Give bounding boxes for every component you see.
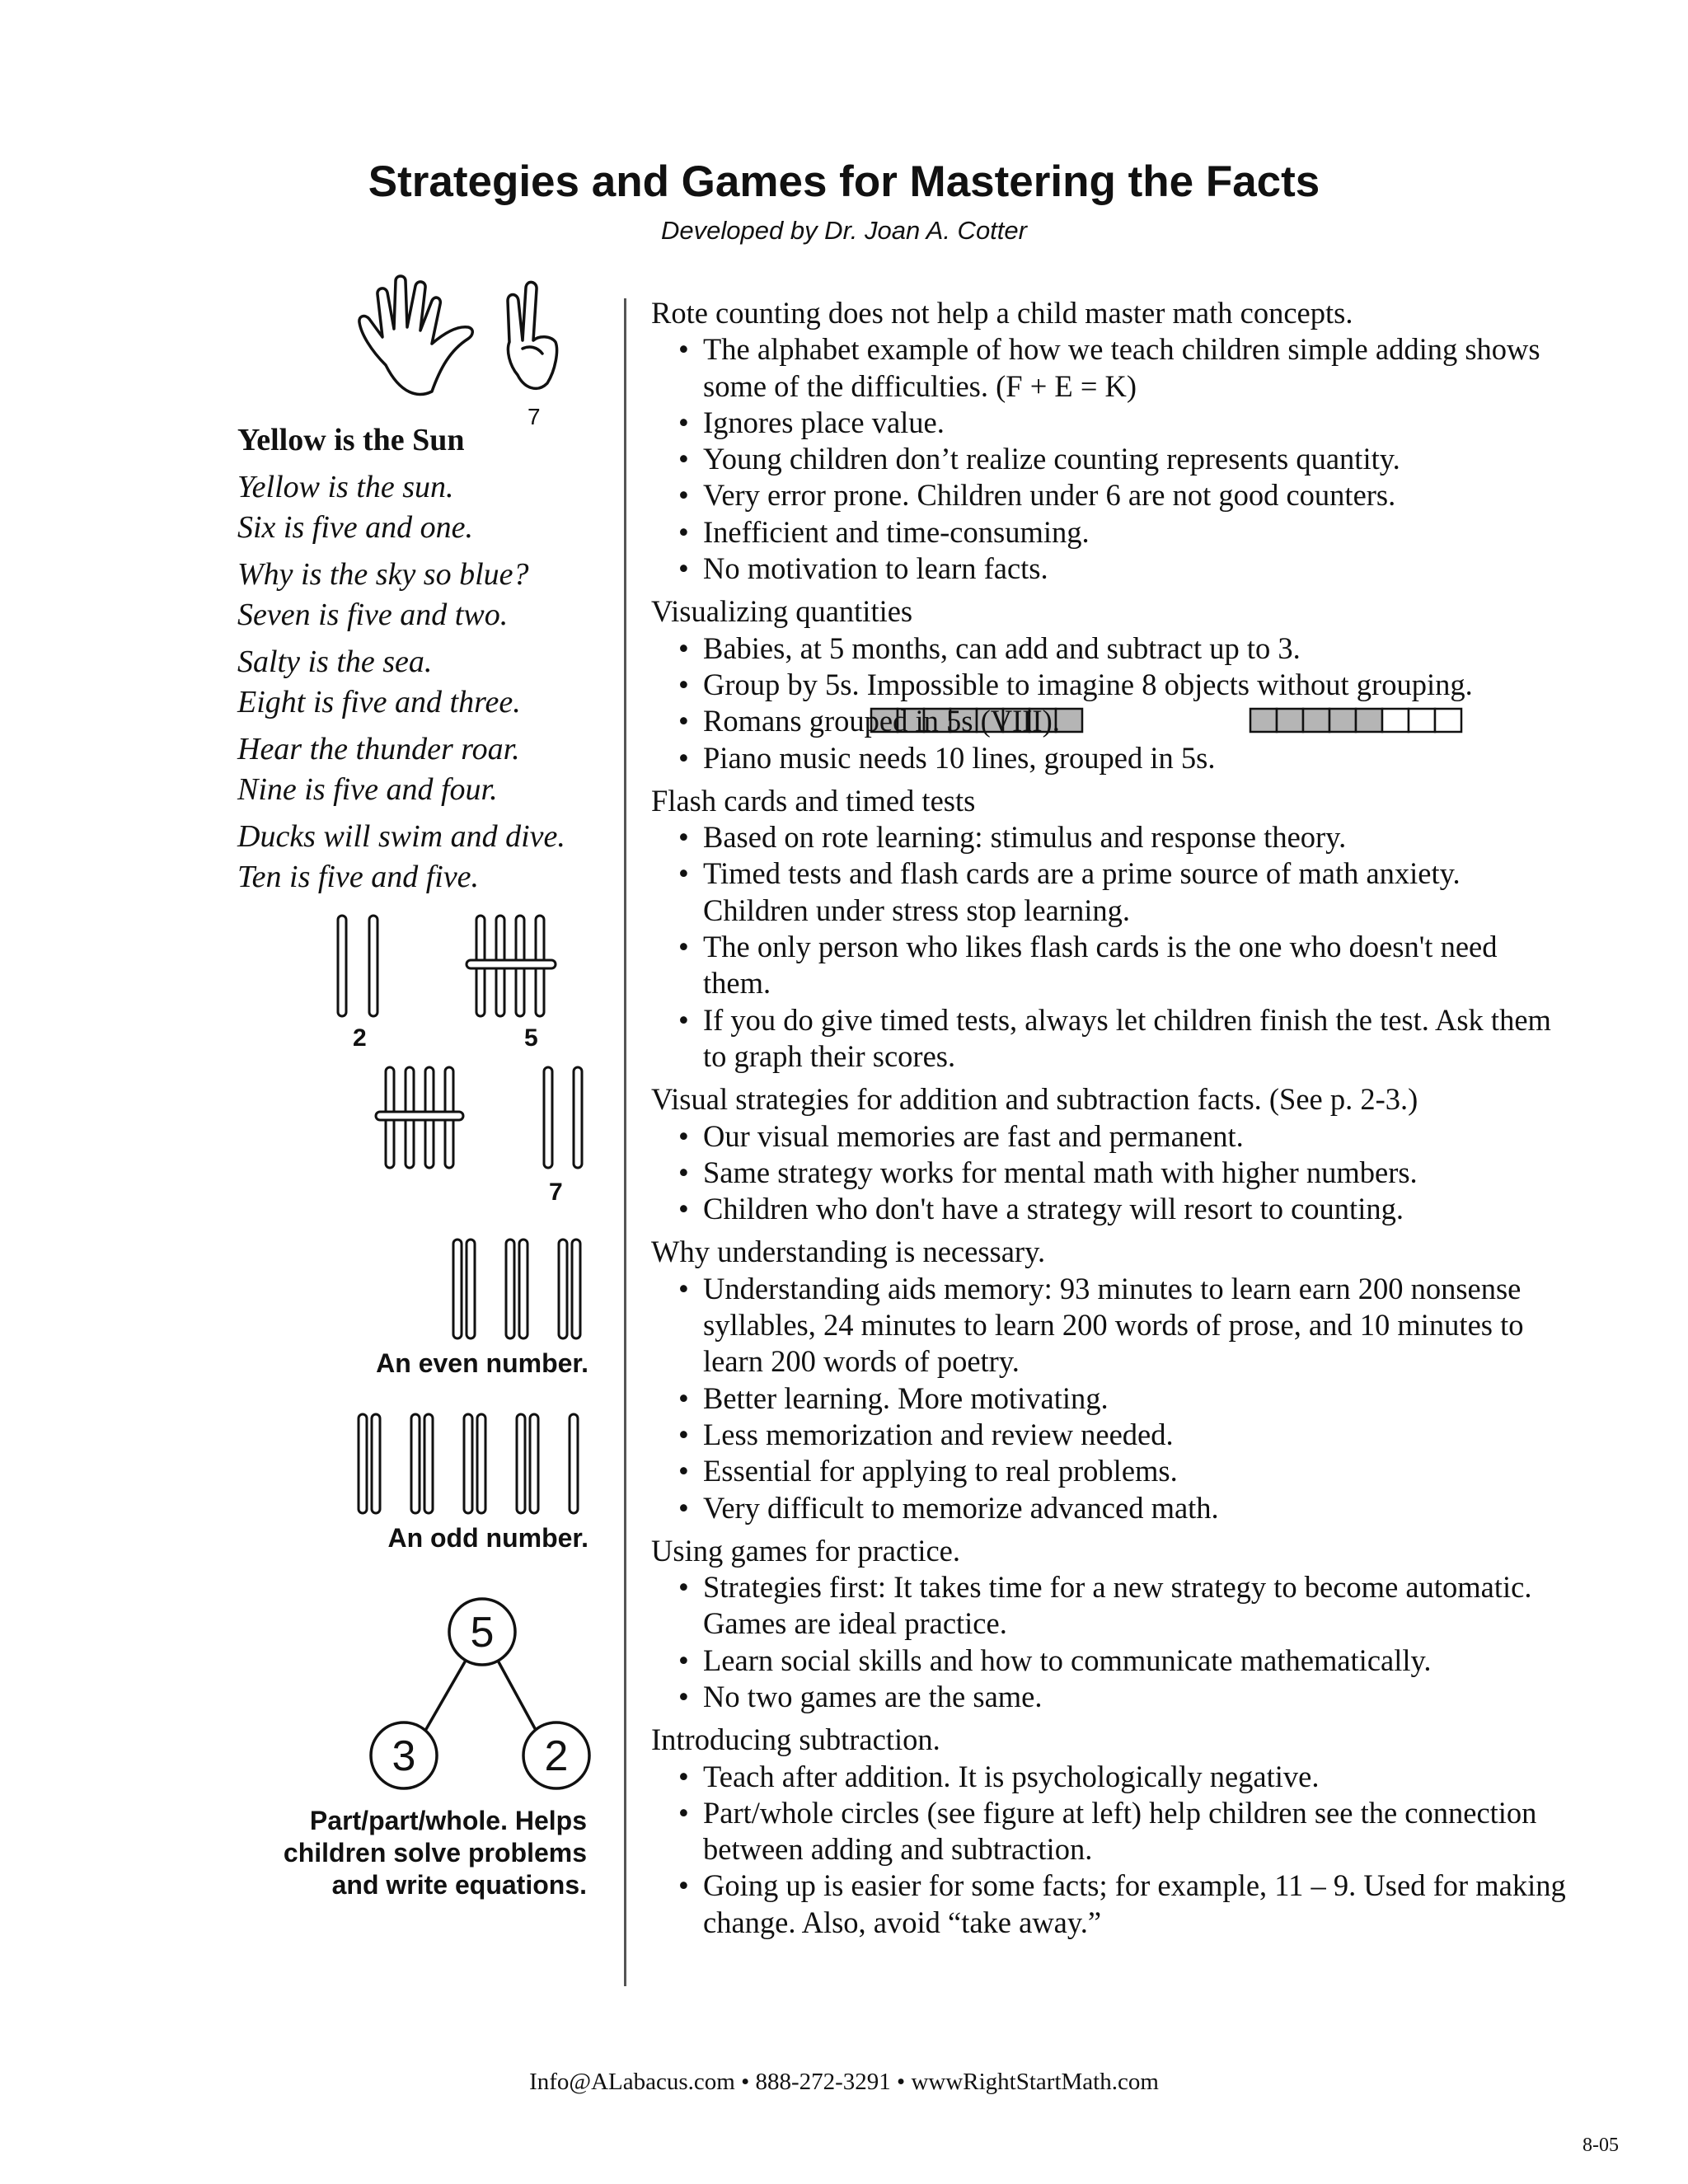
caption-odd-number: An odd number. — [387, 1523, 588, 1553]
bullet-item: • Part/whole circles (see figure at left) help children see the connection between adding and subtraction. — [651, 1795, 1566, 1868]
section-rote-counting — [651, 295, 1566, 587]
section-heading: Why understanding is necessary. — [651, 1235, 1046, 1269]
bullet-item: • No motivation to learn facts. — [651, 551, 1566, 587]
whole-circle-value: 5 — [470, 1609, 495, 1657]
poem-stanza — [237, 817, 617, 898]
hands-icon — [353, 268, 600, 408]
bullet-item: • Essential for applying to real problems. — [651, 1453, 1566, 1489]
caption-even-number: An even number. — [376, 1348, 588, 1378]
bullet-item: • Learn social skills and how to communicate mathematically. — [651, 1643, 1566, 1679]
tally-label-five: 5 — [524, 1024, 538, 1052]
bullet-item: • Strategies first: It takes time for a new strategy to become automatic. Games are ideal practice. — [651, 1569, 1566, 1643]
tally-label-two: 2 — [353, 1024, 367, 1052]
caption-line: children solve problems — [283, 1838, 587, 1868]
bullet-item: • Based on rote learning: stimulus and response theory. — [651, 819, 1566, 855]
section-games — [651, 1533, 1566, 1715]
hands-caption: 7 — [528, 404, 541, 429]
page-title: Strategies and Games for Mastering the Facts — [368, 157, 1320, 206]
bullet-item: • The only person who likes flash cards is the one who doesn't need them. — [651, 929, 1566, 1002]
bullet-item: • Young children don’t realize counting represents quantity. — [651, 441, 1566, 477]
section-heading: Rote counting does not help a child master math concepts. — [651, 296, 1353, 330]
bullet-item: • The alphabet example of how we teach children simple adding shows some of the difficulties. (F + E = K) — [651, 331, 1566, 405]
bullet-item — [651, 667, 1566, 703]
poem-stanza — [237, 729, 617, 810]
bullet-list — [651, 630, 1566, 776]
section-subtraction — [651, 1722, 1566, 1941]
tally-label-seven: 7 — [549, 1179, 563, 1206]
part-whole-circles-figure — [363, 1591, 602, 1793]
bullet-list — [651, 1271, 1566, 1526]
section-heading: Using games for practice. — [651, 1533, 960, 1568]
bullet-item: • No two games are the same. — [651, 1679, 1566, 1715]
bullet-item: • Less memorization and review needed. — [651, 1417, 1566, 1453]
bullet-item: • Inefficient and time-consuming. — [651, 514, 1566, 551]
bullet-item: • Better learning. More motivating. — [651, 1380, 1566, 1417]
bullet-list — [651, 1759, 1566, 1941]
odd-number-figure — [350, 1411, 598, 1518]
poem-stanza — [237, 642, 617, 723]
bullet-item: • Timed tests and flash cards are a prime source of math anxiety. Children under stress stop learning. — [651, 855, 1566, 929]
poem-line: Ducks will swim and dive. — [237, 819, 565, 854]
poem-line: Yellow is the sun. — [237, 470, 454, 504]
even-number-figure — [445, 1236, 593, 1343]
poem-stanza — [237, 467, 617, 548]
poem-line: Seven is five and two. — [237, 598, 509, 632]
part-right-circle-value: 2 — [544, 1732, 569, 1780]
bullet-list — [651, 1569, 1566, 1715]
poem-line: Hear the thunder roar. — [237, 732, 520, 766]
bullet-list — [651, 331, 1566, 587]
section-heading: Introducing subtraction. — [651, 1722, 940, 1757]
poem-line: Six is five and one. — [237, 510, 473, 545]
page-number: 8-05 — [1582, 2135, 1619, 2156]
bullet-item: • Same strategy works for mental math with higher numbers. — [651, 1155, 1566, 1191]
bullet-item: • Understanding aids memory: 93 minutes to learn earn 200 nonsense syllables, 24 minutes to learn 200 words of prose, and 10 minutes to learn 200 words of poetry. — [651, 1271, 1566, 1380]
bullet-item: • Teach after addition. It is psychologically negative. — [651, 1759, 1566, 1795]
bullet-item: • Ignores place value. — [651, 405, 1566, 441]
bullet-text: Group by 5s. Impossible to imagine 8 objects without grouping. — [703, 667, 1473, 701]
main-content — [651, 295, 1566, 1947]
caption-part-whole — [247, 1805, 587, 1901]
poem-line: Why is the sky so blue? — [237, 557, 529, 592]
footer-contact: Info@ALabacus.com • 888-272-3291 • wwwRightStartMath.com — [529, 2069, 1159, 2095]
section-heading: Visualizing quantities — [651, 594, 913, 629]
section-heading: Flash cards and timed tests — [651, 783, 976, 818]
bullet-item: • Very error prone. Children under 6 are not good counters. — [651, 477, 1566, 513]
bullet-item: • If you do give timed tests, always let children finish the test. Ask them to graph their scores. — [651, 1002, 1566, 1076]
poem-line: Ten is five and five. — [237, 860, 480, 894]
poem — [237, 420, 617, 898]
caption-line: and write equations. — [331, 1870, 587, 1900]
bullet-item: • Very difficult to memorize advanced math. — [651, 1490, 1566, 1526]
section-visualizing — [651, 593, 1566, 776]
bullet-item: • Children who don't have a strategy will resort to counting. — [651, 1191, 1566, 1227]
part-left-circle-value: 3 — [392, 1732, 416, 1780]
bullet-item: • Our visual memories are fast and permanent. — [651, 1118, 1566, 1155]
poem-line: Salty is the sea. — [237, 644, 433, 679]
tally-sticks-figure — [330, 911, 602, 1224]
section-flash-cards — [651, 783, 1566, 1075]
poem-line: Eight is five and three. — [237, 685, 521, 719]
page-subtitle: Developed by Dr. Joan A. Cotter — [661, 216, 1027, 245]
poem-stanza — [237, 555, 617, 635]
poem-line: Nine is five and four. — [237, 772, 498, 807]
bullet-item: • Romans grouped in 5s (VIII). — [651, 703, 1566, 739]
column-divider — [624, 298, 626, 1986]
section-visual-strategies — [651, 1081, 1566, 1227]
bullet-item: • Going up is easier for some facts; for example, 11 – 9. Used for making change. Also, avoid “take away.” — [651, 1868, 1566, 1941]
section-heading: Visual strategies for addition and subtraction facts. (See p. 2-3.) — [651, 1082, 1418, 1117]
bullet-list — [651, 819, 1566, 1075]
caption-line: Part/part/whole. Helps — [309, 1806, 587, 1835]
bullet-list — [651, 1118, 1566, 1228]
poem-title: Yellow is the Sun — [237, 423, 465, 457]
bullet-item: • Piano music needs 10 lines, grouped in 5s. — [651, 740, 1566, 776]
section-understanding — [651, 1234, 1566, 1526]
bullet-item: • Babies, at 5 months, can add and subtract up to 3. — [651, 630, 1566, 667]
